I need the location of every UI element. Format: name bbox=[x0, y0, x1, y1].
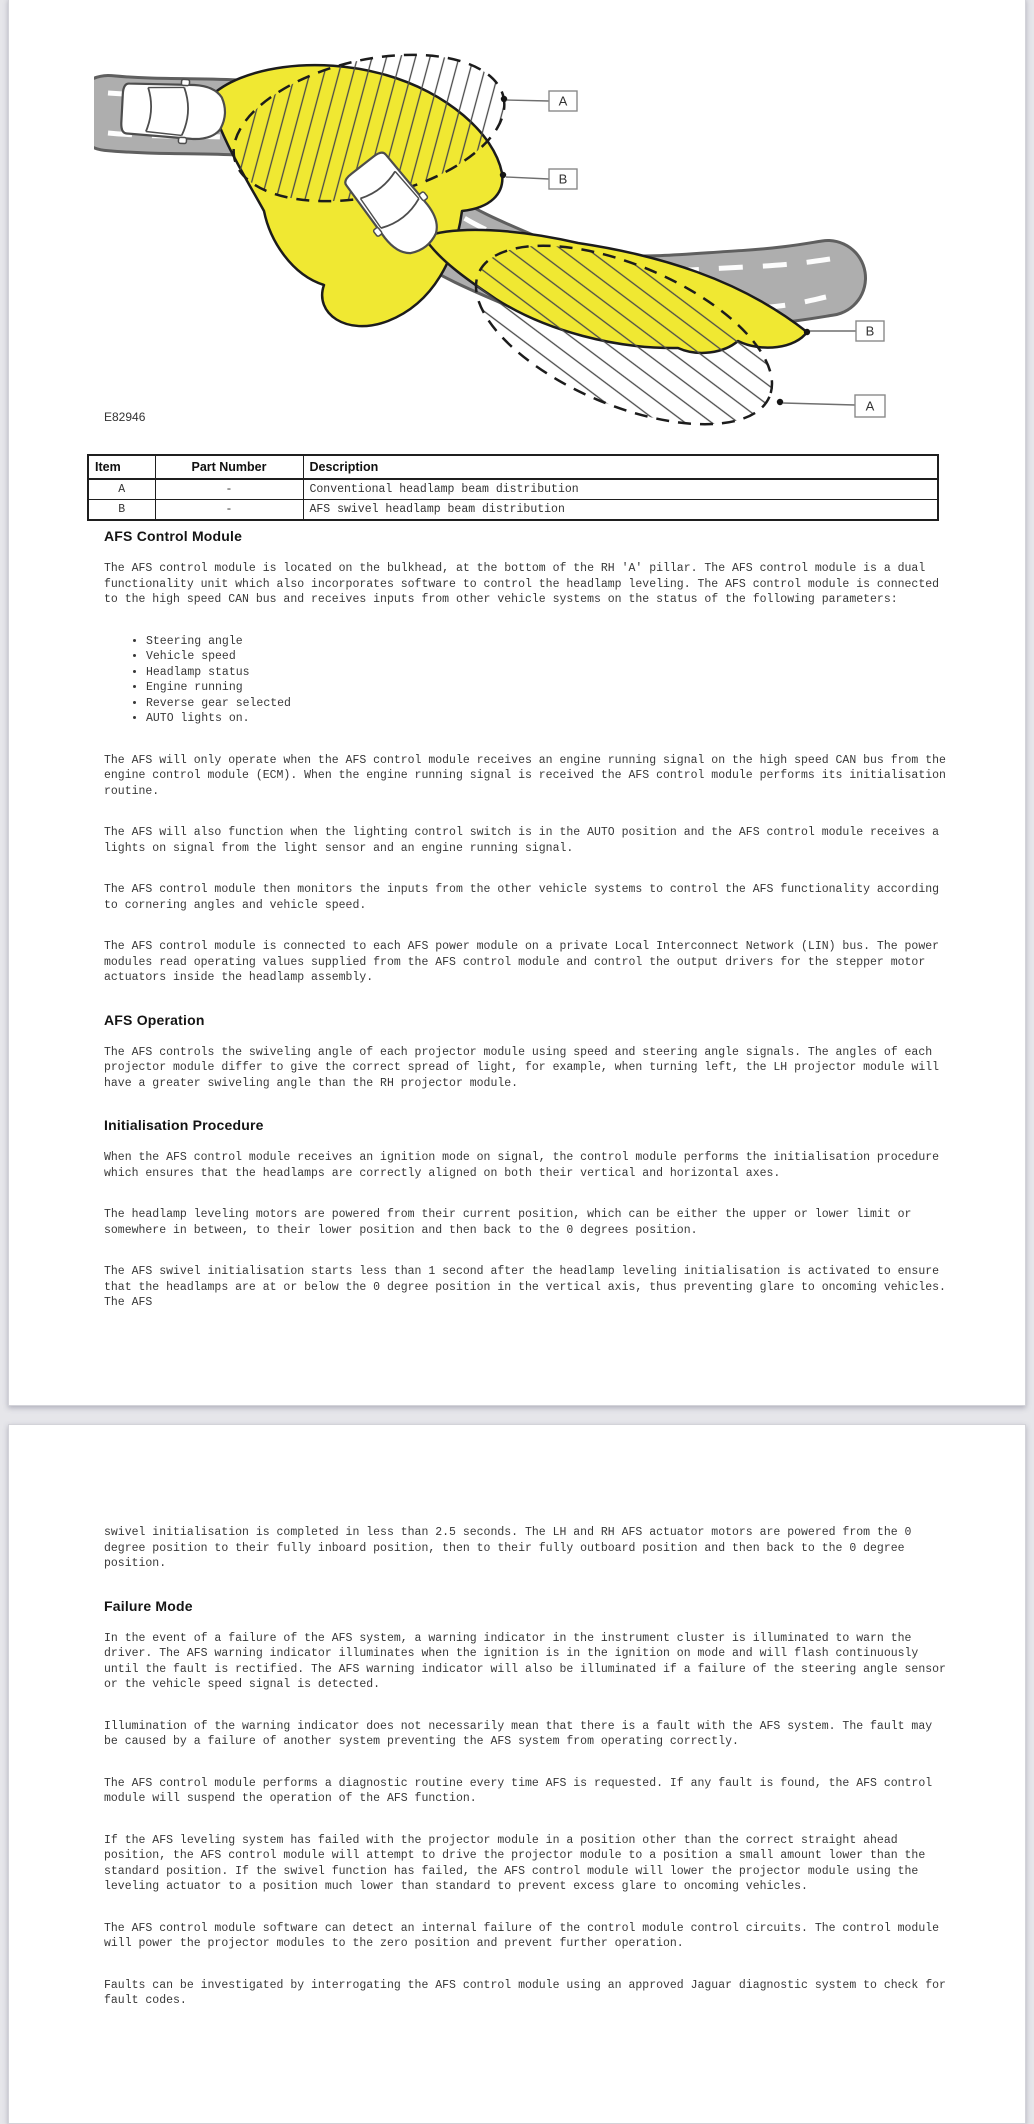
item-cell: A bbox=[88, 479, 155, 500]
list-item: • AUTO lights on. bbox=[146, 711, 949, 727]
col-header-part-number: Part Number bbox=[155, 455, 303, 479]
body-paragraph: swivel initialisation is completed in less than 2.5 seconds. The LH and RH AFS actuator motors are powered from the 0 degree position to their fully inboard position, then to their fully outboard position and then back to the 0 degree position. bbox=[104, 1526, 912, 1570]
body-paragraph: Illumination of the warning indicator does not necessarily mean that there is a fault with the AFS system. The fault may be caused by a failure of another system preventing the AFS system from operating correctly. bbox=[104, 1719, 933, 1748]
svg-text:B: B bbox=[865, 323, 875, 339]
body-paragraph: The AFS swivel initialisation starts less than 1 second after the headlamp leveling initialisation is activated to ensure that the headlamps are at or below the 0 degree position in the vertical axis, thus preventing glare to oncoming vehicles. The AFS bbox=[104, 1265, 946, 1309]
svg-text:B: B bbox=[558, 171, 568, 187]
list-item: • Vehicle speed bbox=[146, 649, 949, 665]
list-item: • Headlamp status bbox=[146, 665, 949, 681]
figure-code-label: E82946 bbox=[104, 410, 146, 424]
figure-afs-beam-diagram bbox=[94, 31, 894, 433]
item-cell: B bbox=[88, 500, 155, 521]
col-header-item: Item bbox=[88, 455, 155, 479]
body-paragraph: If the AFS leveling system has failed with the projector module in a position other than the correct straight ahead position, the AFS control module will attempt to drive the projector module to a position a small amount lower than the standard position. If the swivel function has failed, the AFS control module will lower the projector module using the leveling actuator to a position much lower than standard to prevent excess glare to oncoming vehicles. bbox=[104, 1833, 926, 1893]
body-paragraph: The AFS control module software can detect an internal failure of the control module control circuits. The control module will power the projector modules to the zero position and prevent further operation. bbox=[104, 1921, 940, 1950]
afs-beam-diagram-svg bbox=[94, 31, 894, 433]
body-paragraph: The AFS control module is located on the bulkhead, at the bottom of the RH 'A' pillar. The AFS control module is a dual functionality unit which also incorporates software to control the headlamp leveling. The AFS control module is connected to the high speed CAN bus and receives inputs from other vehicle systems on the status of the following parameters: bbox=[104, 562, 940, 606]
body-paragraph: The AFS controls the swiveling angle of each projector module using speed and steering angle signals. The angles of each projector module differ to give the correct spread of light, for example, when turning left, the LH projector module will have a greater swiveling angle than the RH projector module. bbox=[104, 1045, 940, 1090]
table-row bbox=[88, 500, 938, 521]
body-paragraph: When the AFS control module receives an ignition mode on signal, the control module performs the initialisation procedure which ensures that the headlamps are correctly aligned on both their vertical and horizontal axes. bbox=[104, 1151, 940, 1180]
page1-content bbox=[95, 454, 949, 1337]
svg-text:A: A bbox=[558, 93, 568, 109]
body-paragraph: The AFS control module then monitors the inputs from the other vehicle systems to control the AFS functionality according to cornering angles and vehicle speed. bbox=[104, 883, 940, 912]
body-paragraph: The AFS will only operate when the AFS control module receives an engine running signal on the high speed CAN bus from the engine control module (ECM). When the engine running signal is received the AFS control module performs its initialisation routine. bbox=[104, 753, 946, 798]
table-header-row bbox=[88, 455, 938, 479]
document-page-1 bbox=[8, 0, 1026, 1406]
col-header-description: Description bbox=[303, 455, 938, 479]
body-paragraph: In the event of a failure of the AFS system, a warning indicator in the instrument cluster is illuminated to warn the driver. The AFS warning indicator illuminates when the ignition is in the ignition on mode and will flash continuously until the fault is rectified. The AFS warning indicator will also be illuminated if a failure of the steering angle sensor or the vehicle speed signal is detected. bbox=[104, 1631, 946, 1691]
description-cell: AFS swivel headlamp beam distribution bbox=[303, 500, 938, 521]
callout-b1 bbox=[500, 169, 577, 189]
part-number-cell: - bbox=[155, 479, 303, 500]
section-heading-afs-operation: AFS Operation bbox=[104, 1011, 205, 1028]
svg-text:A: A bbox=[865, 398, 875, 414]
callout-a1 bbox=[501, 91, 577, 111]
description-cell: Conventional headlamp beam distribution bbox=[303, 479, 938, 500]
body-paragraph: The AFS control module is connected to each AFS power module on a private Local Interconnect Network (LIN) bus. The power modules read operating values supplied from the AFS control module and control the output drivers for the stepper motor actuators inside the headlamp assembly. bbox=[104, 940, 940, 984]
parts-table bbox=[87, 454, 939, 521]
list-item: • Engine running bbox=[146, 680, 949, 696]
list-item: • Reverse gear selected bbox=[146, 696, 949, 712]
page2-content bbox=[104, 1525, 949, 2035]
callout-b2 bbox=[804, 321, 884, 341]
document-page-2 bbox=[8, 1424, 1026, 2124]
table-row bbox=[88, 479, 938, 500]
list-item: • Steering angle bbox=[146, 634, 949, 650]
body-paragraph: The AFS control module performs a diagnostic routine every time AFS is requested. If any fault is found, the AFS control module will suspend the operation of the AFS function. bbox=[104, 1776, 933, 1805]
section-heading-failure-mode: Failure Mode bbox=[104, 1597, 193, 1614]
body-paragraph: The AFS will also function when the lighting control switch is in the AUTO position and the AFS control module receives a lights on signal from the light sensor and an engine running signal. bbox=[104, 826, 940, 855]
parameter-bullet-list bbox=[104, 634, 949, 727]
part-number-cell: - bbox=[155, 500, 303, 521]
body-paragraph: Faults can be investigated by interrogating the AFS control module using an approved Jaguar diagnostic system to check for fault codes. bbox=[104, 1978, 946, 2007]
callout-a2 bbox=[777, 395, 885, 417]
body-paragraph: The headlamp leveling motors are powered from their current position, which can be either the upper or lower limit or somewhere in between, to their lower position and then back to the 0 degrees position. bbox=[104, 1208, 912, 1237]
section-heading-initialisation-procedure: Initialisation Procedure bbox=[104, 1117, 264, 1133]
section-heading-afs-control-module: AFS Control Module bbox=[104, 528, 243, 544]
